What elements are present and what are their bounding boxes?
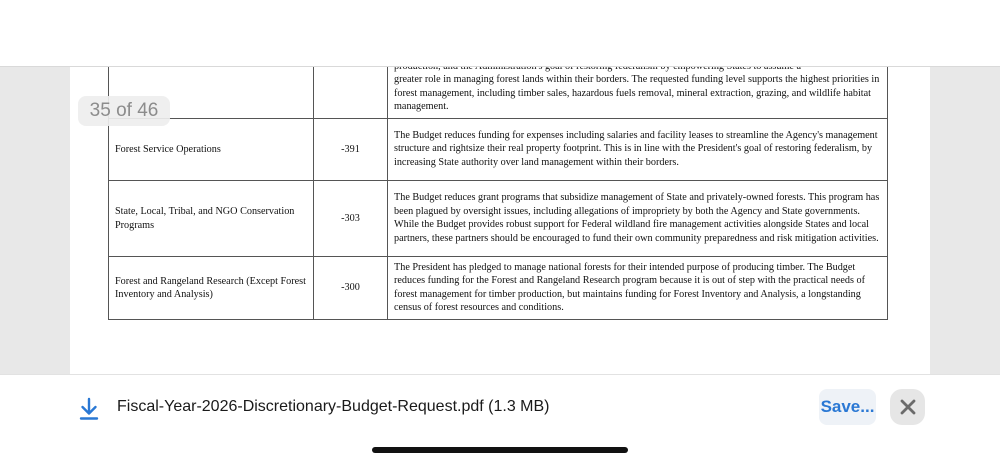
toolbar-divider [0, 66, 1000, 67]
amount-cell: -391 [314, 119, 388, 181]
download-filename[interactable]: Fiscal-Year-2026-Discretionary-Budget-Request.pdf (1.3 MB) [117, 398, 550, 415]
amount-cell: -303 [314, 181, 388, 257]
description-cell: The Budget reduces funding for expenses including salaries and facility leases to streamline the Agency's management structure and rightsize their real property footprint. This is in line with the President's goal of restoring federalism, by increasing State authority over land management within their borders. [388, 119, 888, 181]
program-name: State, Local, Tribal, and NGO Conservation Programs [109, 181, 314, 257]
description-cell: The President has pledged to manage national forests for their intended purpose of producing timber. The Budget reduces funding for the Forest and Rangeland Research program because it is out of step with the practical needs of forest management for timber production, but maintains funding for Forest Inventory and Analysis, a longstanding census of forest resources and conditions. [388, 257, 888, 320]
download-bar [0, 374, 1000, 462]
download-icon[interactable] [78, 397, 100, 421]
home-indicator[interactable] [372, 447, 628, 453]
table-row [109, 119, 888, 181]
description-cell [388, 61, 888, 119]
table-row [109, 61, 888, 119]
close-icon [900, 399, 916, 415]
save-button[interactable]: Save... [819, 389, 876, 425]
amount-cell [314, 61, 388, 119]
toolbar-backdrop [0, 0, 1000, 66]
page-indicator: 35 of 46 [78, 96, 170, 126]
program-name: Forest Service Operations [109, 119, 314, 181]
table-row [109, 257, 888, 320]
description-cell: The Budget reduces grant programs that subsidize management of State and privately-owned forests. This program has been plagued by oversight issues, including allegations of impropriety by both the Agency and State governments. While the Budget provides robust support for Federal wildland fire management activities alongside States and local partners, these partners should be encouraged to fund their own community preparedness and risk mitigation activities. [388, 181, 888, 257]
program-name: Forest and Rangeland Research (Except Forest Inventory and Analysis) [109, 257, 314, 320]
amount-cell: -300 [314, 257, 388, 320]
budget-table [108, 60, 888, 320]
table-row [109, 181, 888, 257]
description-text: greater role in managing forest lands within their borders. The requested funding level supports the highest priorities in forest management, including timber sales, hazardous fuels removal, mineral extraction, grazing, and wildlife habitat management. [394, 74, 880, 112]
close-download-button[interactable] [890, 389, 925, 425]
